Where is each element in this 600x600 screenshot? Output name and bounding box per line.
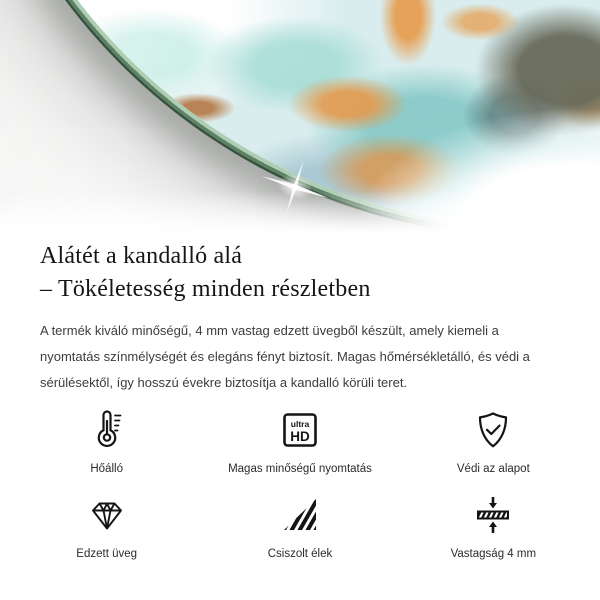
polished-edge-icon [280,493,320,535]
feature-label: Hőálló [90,463,123,475]
title-line-2: – Tökéletesség minden részletben [40,276,371,302]
page-title [40,240,560,306]
thickness-icon [473,493,513,535]
feature-tempered-glass [10,493,203,561]
feature-print-quality [203,408,396,476]
feature-protects-base [397,408,590,476]
shield-check-icon [473,408,513,450]
ultra-hd-icon-text-bottom: HD [290,429,310,444]
feature-label: Védi az alapot [456,463,530,475]
ultra-hd-icon [280,408,320,450]
product-photo [0,0,600,233]
product-description: A termék kiváló minőségű, 4 mm vastag edzett üvegből készült, amely kiemeli a nyomtatás színmélységét és elegáns fényt biztosít. Magas hőmérsékletálló, és védi a sérülésektől, így hosszú évekre biztosítja a kandalló körüli teret. [40,323,530,390]
feature-label: Vastagság 4 mm [450,548,537,560]
feature-polished-edges [203,493,396,561]
feature-label: Csiszolt élek [267,548,333,560]
feature-label: Edzett üveg [76,548,138,560]
ultra-hd-icon-text-top: ultra [290,419,310,429]
diamond-icon [87,493,127,535]
title-line-1: Alátét a kandalló alá [40,243,243,269]
product-info-section [0,240,600,561]
thermometer-icon [87,408,127,450]
feature-label: Magas minőségű nyomtatás [228,463,372,475]
feature-thickness [397,493,590,561]
features-grid [0,408,600,561]
feature-heat-resistant [10,408,203,476]
